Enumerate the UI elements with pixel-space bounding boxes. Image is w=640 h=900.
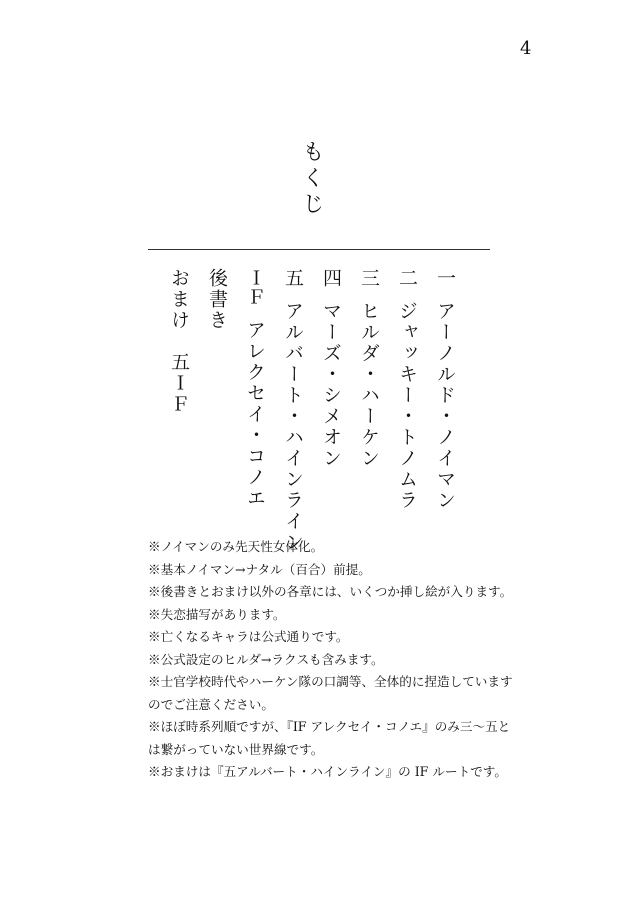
toc-item-5[interactable]	[264, 268, 302, 553]
toc-number: 三	[358, 268, 380, 287]
note-line: ※おまけは『五アルバート・ハインライン』の IF ルートです。	[148, 764, 507, 779]
note-line: ※後書きとおまけ以外の各章には、いくつか挿し絵が入ります。	[148, 584, 513, 599]
toc-label: おまけ 五ＩＦ	[168, 268, 190, 415]
toc-number: 五	[282, 268, 304, 287]
toc-number: ＩＦ	[244, 268, 266, 306]
note-line: ※ほぼ時系列順ですが、『IF アレクセイ・コノエ』のみ三〜五と	[148, 719, 511, 734]
note-line: は繋がっていない世界線です。	[148, 741, 324, 757]
toc-item-if[interactable]	[226, 268, 264, 553]
note-line: のでご注意ください。	[148, 696, 274, 712]
toc-label: アーノルド・ノイマン	[434, 301, 456, 511]
notes	[148, 536, 513, 784]
note-line: ※士官学校時代やハーケン隊の口調等、全体的に捏造しています	[148, 674, 513, 689]
table-of-contents	[150, 268, 454, 553]
note-line: ※失恋描写があります。	[148, 606, 286, 622]
note-line: ※亡くなるキャラは公式通りです。	[148, 629, 349, 644]
note-line: ※基本ノイマン→ナタル（百合）前提。	[148, 561, 371, 577]
toc-label: ヒルダ・ハーケン	[358, 301, 380, 469]
toc-label: ジャッキー・トノムラ	[396, 301, 418, 511]
toc-label: マーズ・シメオン	[320, 301, 342, 469]
note-line: ※ノイマンのみ先天性女体化。	[148, 539, 324, 554]
toc-item-afterword[interactable]	[188, 268, 226, 553]
toc-number: 一	[434, 268, 456, 287]
toc-label: アルバート・ハインライン	[282, 301, 304, 553]
toc-item-1[interactable]	[416, 268, 454, 553]
note-line: ※公式設定のヒルダ→ラクスも含みます。	[148, 651, 384, 667]
toc-label: アレクセイ・コノエ	[244, 320, 266, 509]
toc-item-4[interactable]	[302, 268, 340, 553]
toc-item-bonus[interactable]	[150, 268, 188, 553]
divider	[148, 249, 490, 250]
toc-item-2[interactable]	[378, 268, 416, 553]
toc-number: 四	[320, 268, 342, 287]
page-title: もくじ	[299, 140, 324, 218]
toc-number: 二	[396, 268, 418, 287]
toc-item-3[interactable]	[340, 268, 378, 553]
toc-label: 後書き	[206, 268, 228, 331]
page-number: 4	[520, 38, 532, 59]
